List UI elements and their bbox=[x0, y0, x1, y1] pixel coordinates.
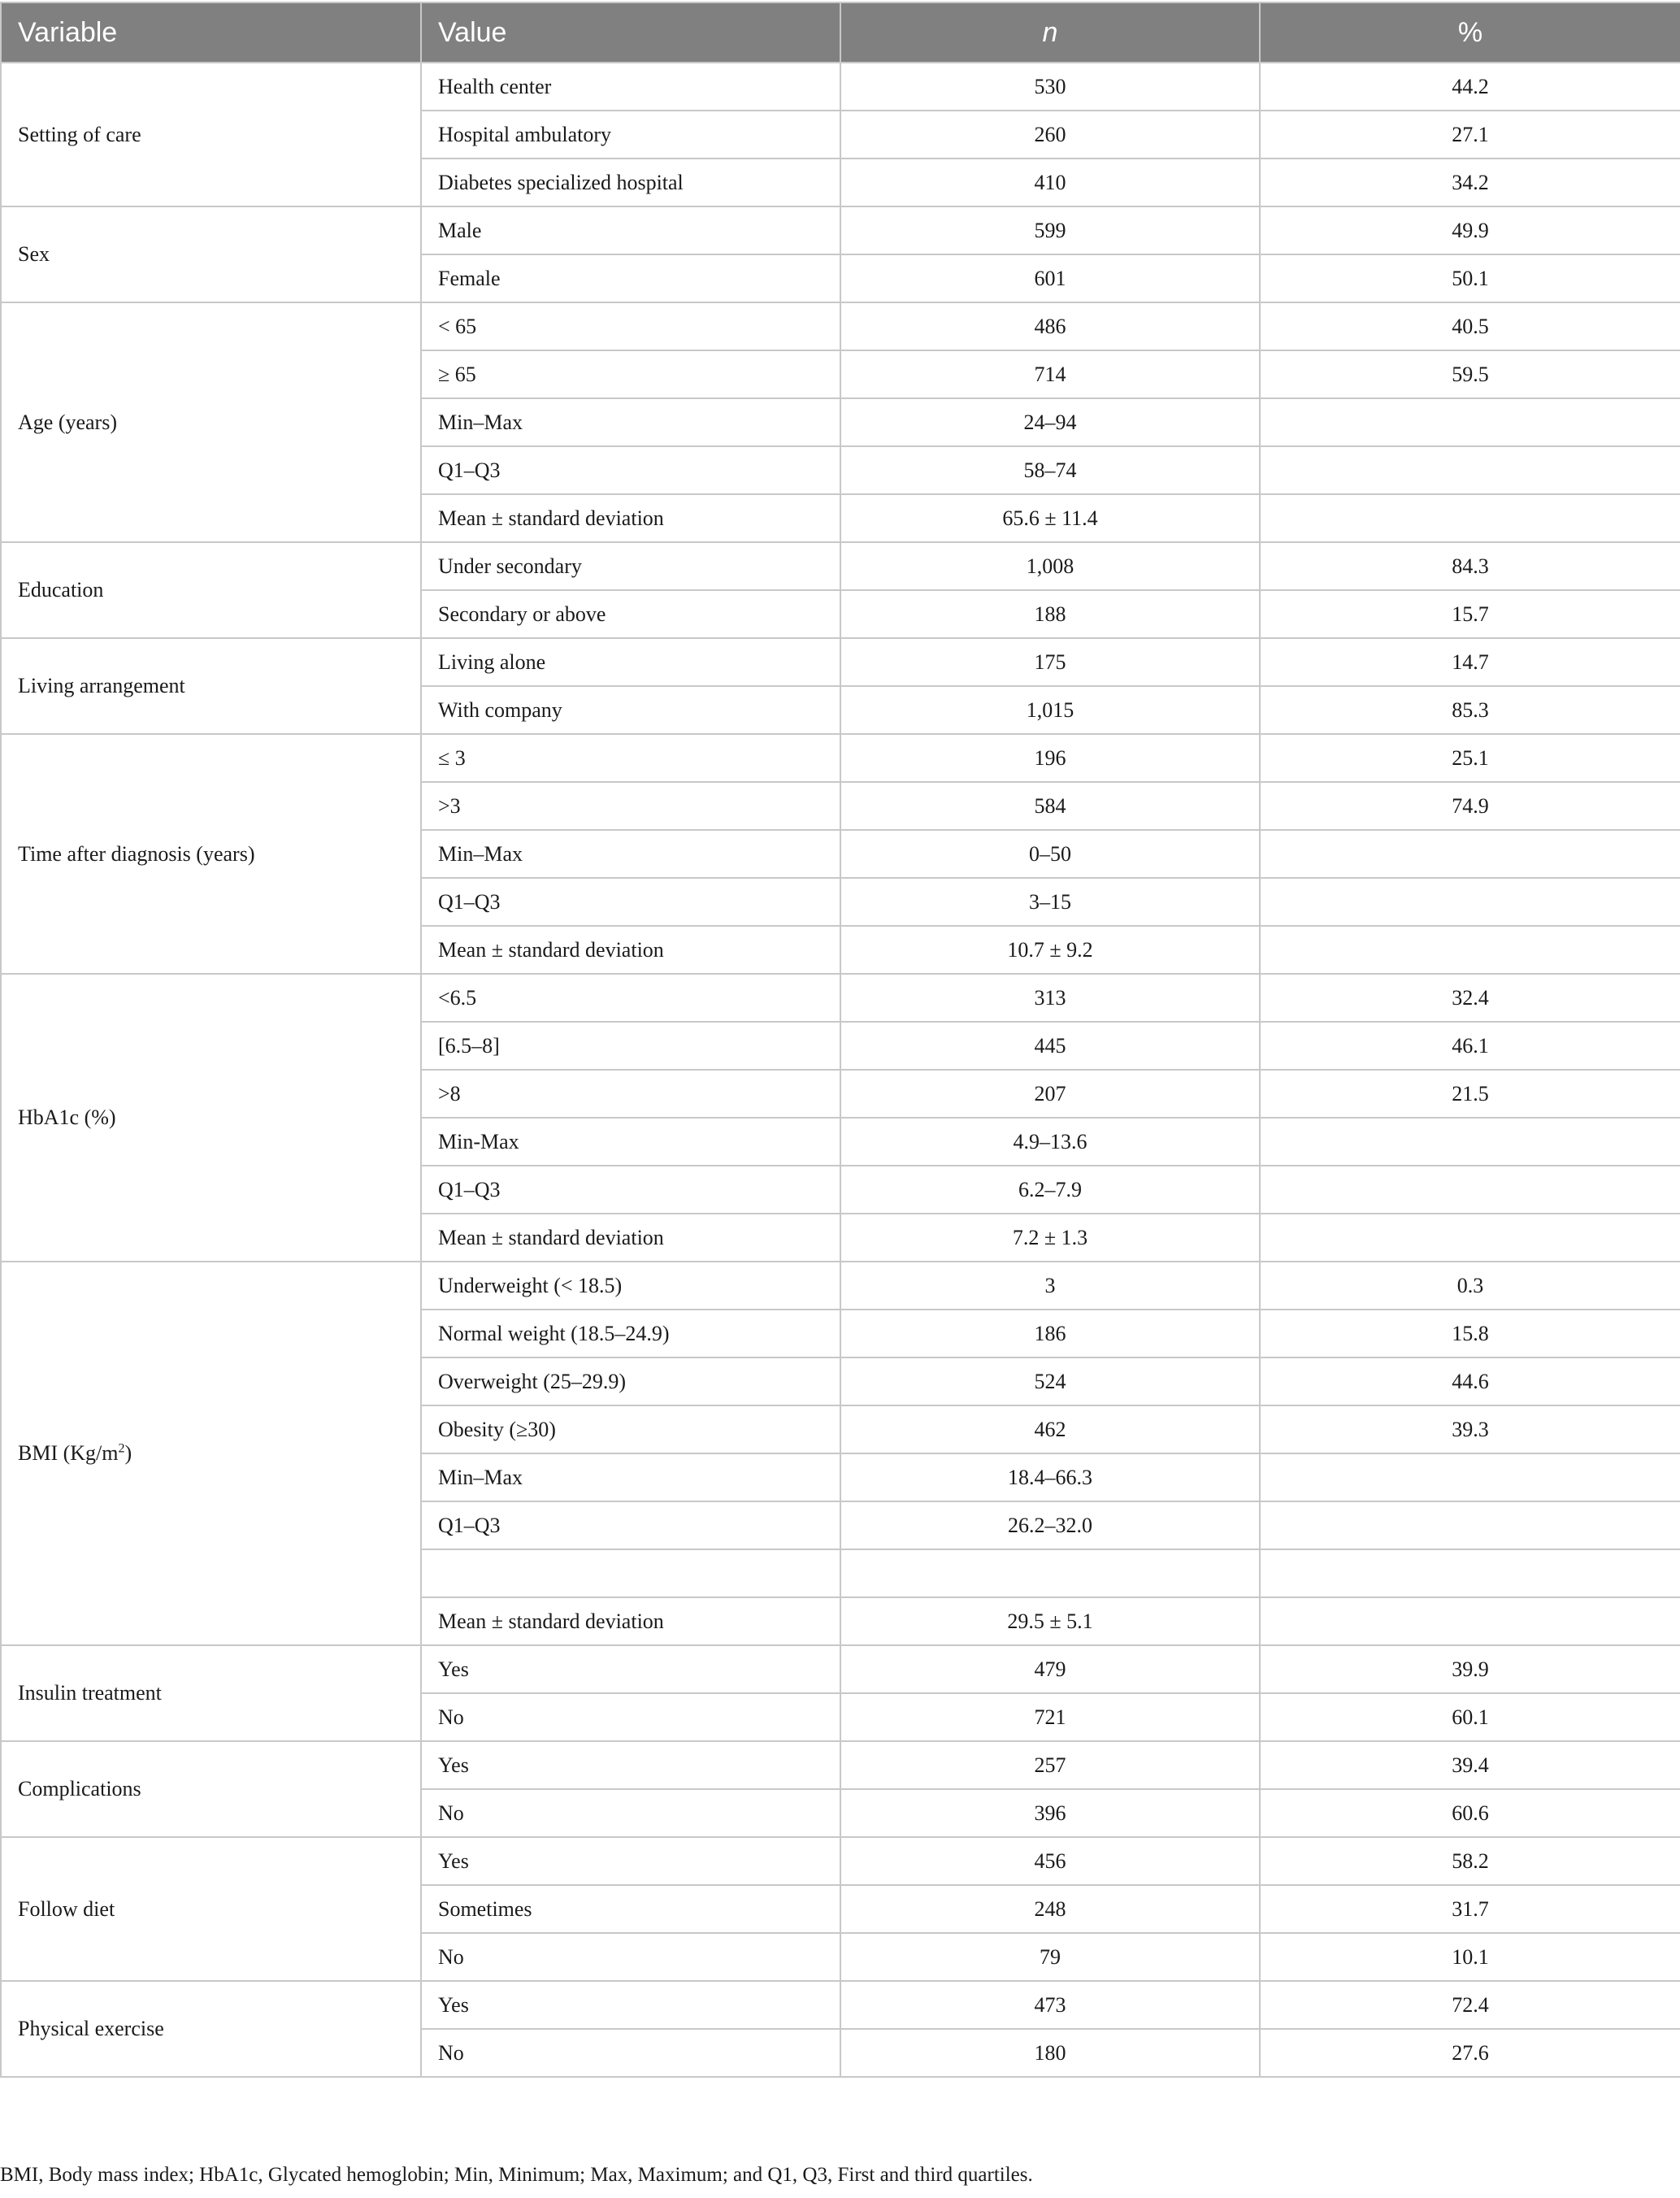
percent-cell: 50.1 bbox=[1260, 254, 1680, 302]
table-row bbox=[1, 1837, 1680, 1885]
percent-cell: 74.9 bbox=[1260, 782, 1680, 830]
value-cell: >3 bbox=[421, 782, 840, 830]
value-cell: Q1–Q3 bbox=[421, 1166, 840, 1214]
variable-label: HbA1c (%) bbox=[18, 1106, 116, 1129]
percent-cell bbox=[1260, 1501, 1680, 1549]
value-cell: No bbox=[421, 1693, 840, 1741]
value-cell: Overweight (25–29.9) bbox=[421, 1357, 840, 1405]
table-row bbox=[1, 638, 1680, 686]
variable-cell bbox=[1, 734, 421, 974]
percent-cell: 44.2 bbox=[1260, 63, 1680, 111]
percent-cell: 27.1 bbox=[1260, 111, 1680, 159]
count-cell: 524 bbox=[840, 1357, 1260, 1405]
percent-cell bbox=[1260, 1166, 1680, 1214]
percent-cell bbox=[1260, 398, 1680, 446]
value-cell: Normal weight (18.5–24.9) bbox=[421, 1310, 840, 1357]
count-cell: 186 bbox=[840, 1310, 1260, 1357]
value-cell: Yes bbox=[421, 1837, 840, 1885]
percent-cell: 39.9 bbox=[1260, 1645, 1680, 1693]
variable-label: Physical exercise bbox=[18, 2017, 164, 2040]
value-cell: Q1–Q3 bbox=[421, 1501, 840, 1549]
value-cell: Hospital ambulatory bbox=[421, 111, 840, 159]
header-n: n bbox=[840, 2, 1260, 63]
value-cell: Under secondary bbox=[421, 542, 840, 590]
variable-cell bbox=[1, 974, 421, 1262]
table-row bbox=[1, 542, 1680, 590]
percent-cell: 0.3 bbox=[1260, 1262, 1680, 1310]
value-cell: Yes bbox=[421, 1981, 840, 2029]
count-cell: 721 bbox=[840, 1693, 1260, 1741]
table-row bbox=[1, 1645, 1680, 1693]
value-cell: Health center bbox=[421, 63, 840, 111]
count-cell: 462 bbox=[840, 1405, 1260, 1453]
value-cell: No bbox=[421, 1933, 840, 1981]
value-cell bbox=[421, 1549, 840, 1597]
table-row bbox=[1, 734, 1680, 782]
variable-label: Setting of care bbox=[18, 122, 141, 146]
count-cell: 396 bbox=[840, 1789, 1260, 1837]
variable-label: Complications bbox=[18, 1777, 141, 1801]
count-cell: 1,008 bbox=[840, 542, 1260, 590]
table-row bbox=[1, 63, 1680, 111]
count-cell: 456 bbox=[840, 1837, 1260, 1885]
value-cell: >8 bbox=[421, 1070, 840, 1118]
percent-cell: 31.7 bbox=[1260, 1885, 1680, 1933]
variable-label: Time after diagnosis (years) bbox=[18, 841, 255, 866]
value-cell: < 65 bbox=[421, 302, 840, 350]
percent-cell: 58.2 bbox=[1260, 1837, 1680, 1885]
percent-cell bbox=[1260, 926, 1680, 974]
variable-label: Follow diet bbox=[18, 1896, 115, 1921]
count-cell: 445 bbox=[840, 1022, 1260, 1070]
count-cell: 79 bbox=[840, 1933, 1260, 1981]
count-cell: 714 bbox=[840, 350, 1260, 398]
variable-label: BMI (Kg/m bbox=[18, 1441, 119, 1465]
patient-characteristics-table bbox=[0, 2, 1680, 2078]
count-cell: 3–15 bbox=[840, 878, 1260, 926]
variable-cell bbox=[1, 1981, 421, 2077]
count-cell: 1,015 bbox=[840, 686, 1260, 734]
percent-cell: 34.2 bbox=[1260, 159, 1680, 206]
value-cell: Secondary or above bbox=[421, 590, 840, 638]
count-cell: 248 bbox=[840, 1885, 1260, 1933]
value-cell: Mean ± standard deviation bbox=[421, 926, 840, 974]
count-cell: 3 bbox=[840, 1262, 1260, 1310]
value-cell: Min–Max bbox=[421, 1453, 840, 1501]
count-cell: 180 bbox=[840, 2029, 1260, 2077]
value-cell: Min-Max bbox=[421, 1118, 840, 1166]
table-body bbox=[1, 63, 1680, 2077]
value-cell: Living alone bbox=[421, 638, 840, 686]
value-cell: With company bbox=[421, 686, 840, 734]
variable-superscript: 2 bbox=[118, 1441, 125, 1456]
percent-cell: 15.7 bbox=[1260, 590, 1680, 638]
count-cell: 207 bbox=[840, 1070, 1260, 1118]
value-cell: Mean ± standard deviation bbox=[421, 1597, 840, 1645]
count-cell: 584 bbox=[840, 782, 1260, 830]
percent-cell: 39.3 bbox=[1260, 1405, 1680, 1453]
value-cell: Yes bbox=[421, 1741, 840, 1789]
percent-cell bbox=[1260, 446, 1680, 494]
count-cell: 188 bbox=[840, 590, 1260, 638]
value-cell: ≥ 65 bbox=[421, 350, 840, 398]
percent-cell: 46.1 bbox=[1260, 1022, 1680, 1070]
value-cell: Female bbox=[421, 254, 840, 302]
percent-cell: 27.6 bbox=[1260, 2029, 1680, 2077]
table-row bbox=[1, 974, 1680, 1022]
count-cell: 0–50 bbox=[840, 830, 1260, 878]
percent-cell bbox=[1260, 1118, 1680, 1166]
variable-cell bbox=[1, 1741, 421, 1837]
table-row bbox=[1, 1981, 1680, 2029]
count-cell: 4.9–13.6 bbox=[840, 1118, 1260, 1166]
percent-cell bbox=[1260, 1597, 1680, 1645]
table-footnote: BMI, Body mass index; HbA1c, Glycated hemoglobin; Min, Minimum; Max, Maximum; and Q1, Q3, First and third quartiles. bbox=[0, 2164, 1033, 2186]
table-row bbox=[1, 206, 1680, 254]
count-cell: 257 bbox=[840, 1741, 1260, 1789]
count-cell: 24–94 bbox=[840, 398, 1260, 446]
variable-cell bbox=[1, 1645, 421, 1741]
variable-cell bbox=[1, 63, 421, 206]
count-cell: 473 bbox=[840, 1981, 1260, 2029]
count-cell: 6.2–7.9 bbox=[840, 1166, 1260, 1214]
value-cell: Underweight (< 18.5) bbox=[421, 1262, 840, 1310]
count-cell: 530 bbox=[840, 63, 1260, 111]
percent-cell: 32.4 bbox=[1260, 974, 1680, 1022]
count-cell: 196 bbox=[840, 734, 1260, 782]
count-cell: 486 bbox=[840, 302, 1260, 350]
count-cell: 410 bbox=[840, 159, 1260, 206]
variable-cell bbox=[1, 542, 421, 638]
percent-cell: 39.4 bbox=[1260, 1741, 1680, 1789]
variable-label: Education bbox=[18, 578, 104, 602]
percent-cell bbox=[1260, 830, 1680, 878]
count-cell: 26.2–32.0 bbox=[840, 1501, 1260, 1549]
value-cell: <6.5 bbox=[421, 974, 840, 1022]
count-cell: 7.2 ± 1.3 bbox=[840, 1214, 1260, 1262]
table-header bbox=[1, 2, 1680, 63]
table-row bbox=[1, 1741, 1680, 1789]
count-cell: 29.5 ± 5.1 bbox=[840, 1597, 1260, 1645]
percent-cell bbox=[1260, 1453, 1680, 1501]
value-cell: Mean ± standard deviation bbox=[421, 1214, 840, 1262]
percent-cell: 25.1 bbox=[1260, 734, 1680, 782]
table-row bbox=[1, 302, 1680, 350]
value-cell: No bbox=[421, 1789, 840, 1837]
value-cell: Q1–Q3 bbox=[421, 878, 840, 926]
percent-cell: 44.6 bbox=[1260, 1357, 1680, 1405]
value-cell: No bbox=[421, 2029, 840, 2077]
percent-cell: 59.5 bbox=[1260, 350, 1680, 398]
header-variable: Variable bbox=[1, 2, 421, 63]
variable-label: Insulin treatment bbox=[18, 1681, 162, 1705]
percent-cell bbox=[1260, 494, 1680, 542]
table-row bbox=[1, 1262, 1680, 1310]
header-percent: % bbox=[1260, 2, 1680, 63]
percent-cell bbox=[1260, 878, 1680, 926]
value-cell: Yes bbox=[421, 1645, 840, 1693]
variable-label: Sex bbox=[18, 242, 50, 266]
percent-cell: 10.1 bbox=[1260, 1933, 1680, 1981]
variable-label: Living arrangement bbox=[18, 674, 185, 697]
percent-cell: 72.4 bbox=[1260, 1981, 1680, 2029]
percent-cell: 49.9 bbox=[1260, 206, 1680, 254]
percent-cell: 15.8 bbox=[1260, 1310, 1680, 1357]
variable-suffix: ) bbox=[124, 1441, 132, 1465]
percent-cell bbox=[1260, 1214, 1680, 1262]
percent-cell: 60.1 bbox=[1260, 1693, 1680, 1741]
percent-cell: 40.5 bbox=[1260, 302, 1680, 350]
count-cell bbox=[840, 1549, 1260, 1597]
value-cell: ≤ 3 bbox=[421, 734, 840, 782]
count-cell: 10.7 ± 9.2 bbox=[840, 926, 1260, 974]
value-cell: [6.5–8] bbox=[421, 1022, 840, 1070]
variable-cell bbox=[1, 1262, 421, 1645]
percent-cell: 14.7 bbox=[1260, 638, 1680, 686]
percent-cell bbox=[1260, 1549, 1680, 1597]
count-cell: 601 bbox=[840, 254, 1260, 302]
count-cell: 18.4–66.3 bbox=[840, 1453, 1260, 1501]
variable-cell bbox=[1, 1837, 421, 1981]
variable-label: Age (years) bbox=[18, 410, 117, 434]
count-cell: 175 bbox=[840, 638, 1260, 686]
value-cell: Obesity (≥30) bbox=[421, 1405, 840, 1453]
percent-cell: 85.3 bbox=[1260, 686, 1680, 734]
count-cell: 599 bbox=[840, 206, 1260, 254]
value-cell: Male bbox=[421, 206, 840, 254]
value-cell: Min–Max bbox=[421, 398, 840, 446]
variable-cell bbox=[1, 302, 421, 542]
value-cell: Q1–Q3 bbox=[421, 446, 840, 494]
value-cell: Diabetes specialized hospital bbox=[421, 159, 840, 206]
percent-cell: 21.5 bbox=[1260, 1070, 1680, 1118]
count-cell: 58–74 bbox=[840, 446, 1260, 494]
data-table-container bbox=[0, 2, 1680, 2078]
variable-cell bbox=[1, 206, 421, 302]
value-cell: Sometimes bbox=[421, 1885, 840, 1933]
count-cell: 313 bbox=[840, 974, 1260, 1022]
count-cell: 479 bbox=[840, 1645, 1260, 1693]
value-cell: Mean ± standard deviation bbox=[421, 494, 840, 542]
header-value: Value bbox=[421, 2, 840, 63]
value-cell: Min–Max bbox=[421, 830, 840, 878]
percent-cell: 60.6 bbox=[1260, 1789, 1680, 1837]
variable-cell bbox=[1, 638, 421, 734]
count-cell: 260 bbox=[840, 111, 1260, 159]
header-row bbox=[1, 2, 1680, 63]
count-cell: 65.6 ± 11.4 bbox=[840, 494, 1260, 542]
percent-cell: 84.3 bbox=[1260, 542, 1680, 590]
